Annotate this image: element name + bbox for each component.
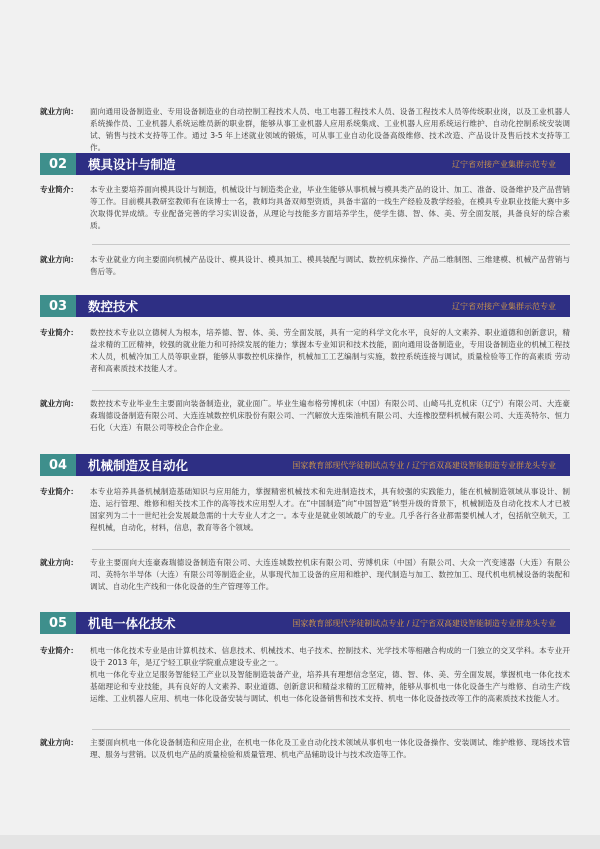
career-text: 专业主要面向大连豪森瑞德设备制造有限公司、大连连城数控机床有限公司、劳博机床（中国）有限公司、大众一汽变速器（大连）有限公司、英特尔半导体（大连）有限公司等制造企业，从事现代加工设备的应用和维护、现代制造与加工、数控加工、现代机电机械设备的装配和调试、自动化生产线和一体化设备的生产管理等工作。 bbox=[90, 558, 570, 591]
divider bbox=[92, 729, 570, 730]
divider bbox=[92, 549, 570, 550]
section-header-02 bbox=[40, 153, 570, 175]
section-tag: 辽宁省对接产业集群示范专业 bbox=[452, 301, 556, 311]
section-tag: 国家教育部现代学徒制试点专业 / 辽宁省双高建设智能制造专业群龙头专业 bbox=[292, 460, 556, 470]
section-number: 03 bbox=[40, 295, 76, 317]
intro-label: 专业简介： bbox=[40, 487, 78, 496]
career-text: 数控技术专业毕业生主要面向装备制造业，就业面广。毕业生遍布格劳博机床（中国）有限公司、山崎马扎克机床（辽宁）有限公司、大连豪森瑞德设备制造有限公司、大连连城数控机床股份有限公司、一汽解放大连柴油机有限公司、大连橡胶塑料机械有限公司、大连英特尔、恒力石化（大连）有限公司等校企合作企业。 bbox=[90, 399, 570, 432]
section-tag: 国家教育部现代学徒制试点专业 / 辽宁省双高建设智能制造专业群龙头专业 bbox=[292, 618, 556, 628]
section-title-bar bbox=[76, 454, 570, 476]
career-label: 就业方向： bbox=[40, 255, 78, 264]
section-header-03 bbox=[40, 295, 570, 317]
career-label: 就业方向： bbox=[40, 558, 78, 567]
section-header-04 bbox=[40, 454, 570, 476]
divider bbox=[92, 244, 570, 245]
intro-paragraph: 本专业主要培养面向模具设计与制造，机械设计与制造类企业，毕业生能够从事机械与模具类产品的设计、加工、准备、设备维护及产品营销等工作。目前模具教研室教师有在读博士一名，教师均具备双师型资质，具备丰富的一线生产经验及教学经验，在模具专业职业技能大赛中多次取得优异成绩。专业配备完善的学习实训设备，从理论与技能多方面培养学生，使学生德、智、体、美、劳全面发展，具备良好的综合素质。 bbox=[90, 185, 570, 230]
career-text: 面向通用设备制造业、专用设备制造业的自动控制工程技术人员、电工电器工程技术人员、设备工程技术人员等传统职业岗，以及工业机器人系统操作员、工业机器人系统运维员新的职业群，能够从事工业机器人应用系统集成、工业机器人应用系统运行维护、自动化控制系统安装调试、销售与技术支持等工作。通过 3-5 年上述就业领域的锻炼，可从事工业自动化设备高级维修、技术改造、产品设计及售后技术支持等工作。 bbox=[90, 107, 570, 152]
section-title-bar bbox=[76, 612, 570, 634]
intro-label: 专业简介： bbox=[40, 185, 78, 194]
section-intro bbox=[40, 645, 570, 705]
career-text: 本专业就业方向主要面向机械产品设计、模具设计、模具加工、模具装配与调试、数控机床操作、产品二维制图、三维建模、机械产品营销与售后等。 bbox=[90, 255, 570, 276]
section-career bbox=[40, 398, 570, 434]
section-title: 机电一体化技术 bbox=[88, 616, 176, 631]
section-number: 04 bbox=[40, 454, 76, 476]
section-intro bbox=[40, 486, 570, 534]
divider bbox=[92, 390, 570, 391]
intro-paragraph: 机电一体化技术专业是由计算机技术、信息技术、机械技术、电子技术、控制技术、光学技术等相融合构成的一门独立的交叉学科。本专业开设于 2013 年，是辽宁轻工职业学院重点建设专业之一。 bbox=[90, 646, 570, 667]
section-title: 数控技术 bbox=[88, 299, 139, 314]
section-tag: 辽宁省对接产业集群示范专业 bbox=[452, 159, 556, 169]
section-header-05 bbox=[40, 612, 570, 634]
career-label: 就业方向： bbox=[40, 107, 78, 116]
career-text: 主要面向机电一体化设备制造和应用企业，在机电一体化及工业自动化技术领域从事机电一体化设备操作、安装调试、维护维修、现场技术管理、服务与营销。以及机电产品的质量检验和质量管理、机电产品辅助设计与技术改造等工作。 bbox=[90, 738, 570, 759]
section-number: 05 bbox=[40, 612, 76, 634]
section-intro bbox=[40, 184, 570, 232]
career-label: 就业方向： bbox=[40, 738, 78, 747]
intro-label: 专业简介： bbox=[40, 328, 78, 337]
section-title-bar bbox=[76, 295, 570, 317]
intro-paragraph: 机电一体化专业立足服务智能轻工产业以及智能制造装备产业，培养具有理想信念坚定，德、智、体、美、劳全面发展，掌握机电一体化技术基础理论和专业技能，具有良好的人文素养、职业道德、创新意识和精益求精的工匠精神，能够从事机电一体化设备生产与维修、自动生产线运维、工业机器人应用、机电一体化设备安装与调试、机电一体化设备销售和技术支持、机电一体化设备技改等工作的高素质技术技能人才。 bbox=[90, 670, 570, 703]
section-career bbox=[40, 737, 570, 761]
intro-paragraph: 数控技术专业以立德树人为根本，培养德、智、体、美、劳全面发展，具有一定的科学文化水平，良好的人文素养、职业道德和创新意识，精益求精的工匠精神，较强的就业能力和可持续发展的能力；掌握本专业知识和技术技能，面向通用设备制造业，专用设备制造业的机械工程技术人员，机械冷加工人员等职业群，能够从事数控机床操作，机械加工工艺编制与实施，数控系统连接与调试，质量检验等工作的高素质 劳动者和高素质技术技能人才。 bbox=[90, 328, 570, 373]
section-title-bar bbox=[76, 153, 570, 175]
footer-strip bbox=[0, 835, 600, 849]
section-career bbox=[40, 254, 570, 278]
section-number: 02 bbox=[40, 153, 76, 175]
intro-paragraph: 本专业培养具备机械制造基础知识与应用能力，掌握精密机械技术和先进制造技术，具有较强的实践能力，能在机械制造领域从事设计、制造、运行管理、维修和相关技术工作的高等技术应用型人才。在“中国制造”向“中国智造”转型升级的背景下，机械制造及自动化技术人才已被国家列为二十一世纪社会发展最急需的十大专业人才之一。本专业是就业领域最广的专业。几乎各行各业都需要机械人才，包括航空航天，工程机械，自动化，材料，信息，教育等各个领域。 bbox=[90, 487, 570, 532]
section-career bbox=[40, 557, 570, 593]
intro-label: 专业简介： bbox=[40, 646, 78, 655]
section-title: 机械制造及自动化 bbox=[88, 458, 189, 473]
career-label: 就业方向： bbox=[40, 399, 78, 408]
intro-career bbox=[40, 106, 570, 154]
section-intro bbox=[40, 327, 570, 375]
section-title: 模具设计与制造 bbox=[88, 157, 176, 172]
